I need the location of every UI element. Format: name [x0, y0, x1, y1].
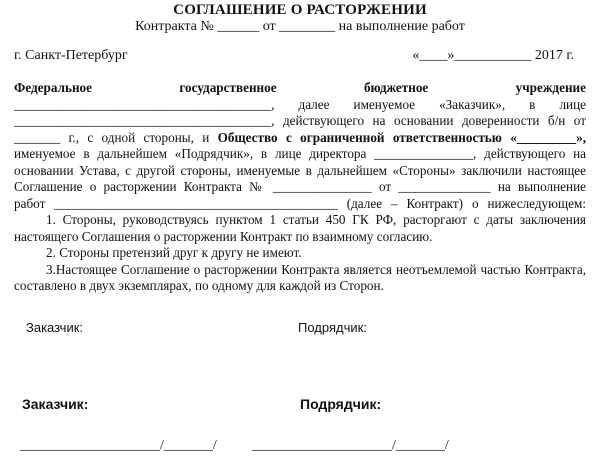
- customer-label-plain: Заказчик:: [26, 320, 84, 335]
- party1-line1: [14, 80, 586, 97]
- customer-signature-line: ____________________/_______/: [20, 438, 217, 453]
- clause-1: 1. Стороны, руководствуясь пунктом 1 статьи 450 ГК РФ, расторгают с даты заключения настоящего Соглашения о расторжении Контракт по взаимному согласию.: [14, 212, 586, 244]
- agreement-line: Соглашение о расторжении Контракта № _______________ от ______________ на выполнение: [14, 179, 586, 194]
- party2-name: Общество с ограниченной ответственностью «_________»,: [217, 129, 587, 145]
- party1-word-2: государственное: [179, 80, 277, 95]
- contractor-signature-line: ____________________/_______/: [252, 438, 449, 453]
- customer-label-bold: Заказчик:: [22, 396, 89, 412]
- contractor-label-bold: Подрядчик:: [300, 396, 382, 412]
- clause-2: 2. Стороны претензий друг к другу не имеют.: [46, 245, 302, 260]
- party1-word-3: бюджетное: [363, 80, 429, 95]
- party1-line4: [14, 130, 586, 147]
- party1-word-1: Федеральное: [14, 80, 92, 95]
- contractor-label-plain: Подрядчик:: [298, 320, 367, 335]
- clause-3: 3.Настоящее Соглашение о расторжении Контракта является неотъемлемой частью Контракта, составлено в двух экземплярах, по одному для каждой из Сторон.: [14, 261, 586, 293]
- document-subtitle: Контракта № ______ от ________ на выполнение работ: [135, 19, 465, 34]
- party1-line2: _______________________________________, далее именуемое «Заказчик», в лице: [14, 96, 586, 112]
- basis-line: основании Устава, с другой стороны, именуемые в дальнейшем «Стороны» заключили настоящее: [14, 162, 586, 178]
- date-line: «____»___________ 2017 г.: [412, 48, 574, 63]
- party1-word-4: учреждение: [515, 80, 586, 95]
- city-line: г. Санкт-Петербург: [14, 48, 128, 63]
- party1-line4-prefix: _______ г., с одной стороны, и: [14, 129, 210, 145]
- agreement-body: [14, 80, 586, 295]
- works-line: работ ___________________________________________ (далее – Контракт) о нижеследующем:: [14, 195, 586, 211]
- party2-line: именуемое в дальнейшем «Подрядчик», в лице директора _______________, действующего на: [14, 146, 586, 161]
- document-title: СОГЛАШЕНИЕ О РАСТОРЖЕНИИ: [173, 2, 427, 18]
- party1-line3: _______________________________________, действующего на основании доверенности б/н от: [14, 113, 586, 128]
